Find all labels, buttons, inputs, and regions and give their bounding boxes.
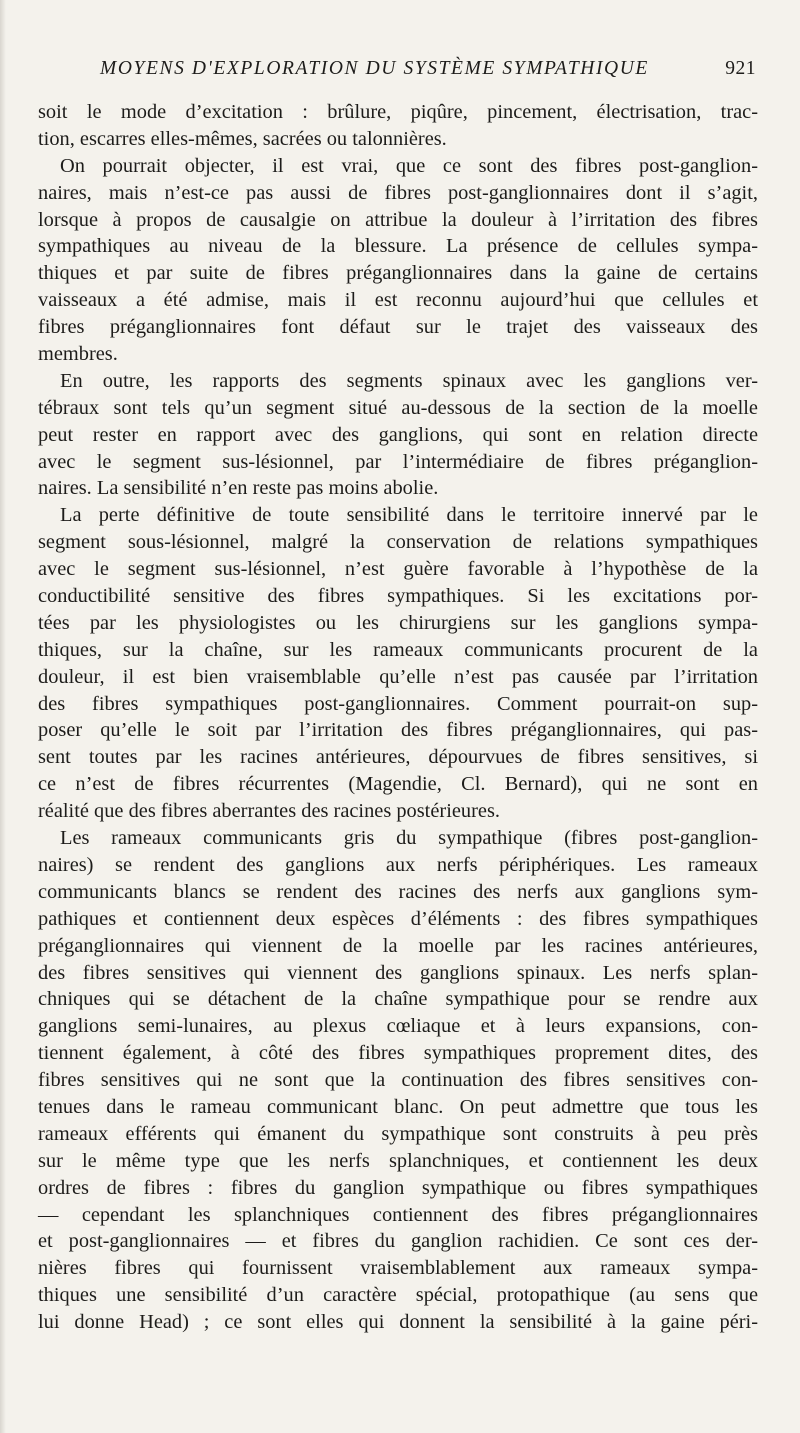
text-line: lui donne Head) ; ce sont elles qui donnent la sensibilité à la gaine péri- <box>38 1311 758 1334</box>
text-line: Les rameaux communicants gris du sympathique (fibres post-ganglion- <box>60 827 758 850</box>
text-line: et post-ganglionnaires — et fibres du ganglion rachidien. Ce sont ces der- <box>38 1230 758 1253</box>
text-line: — cependant les splanchniques contiennent des fibres préganglionnaires <box>38 1203 758 1226</box>
text-line: thiques une sensibilité d’un caractère spécial, protopathique (au sens que <box>38 1284 758 1307</box>
text-line: thiques, sur la chaîne, sur les rameaux communicants procurent de la <box>38 638 758 661</box>
page-header <box>100 58 756 86</box>
text-line: tées par les physiologistes ou les chirurgiens sur les ganglions sympa- <box>38 611 758 634</box>
text-line: ce n’est de fibres récurrentes (Magendie, Cl. Bernard), qui ne sont en <box>38 773 758 796</box>
page-number: 921 <box>725 58 756 79</box>
text-line: conductibilité sensitive des fibres sympathiques. Si les excitations por- <box>38 585 758 608</box>
text-line: soit le mode d’excitation : brûlure, piqûre, pincement, électrisation, trac- <box>38 101 758 123</box>
text-line: communicants blancs se rendent des racines des nerfs aux ganglions sym- <box>38 880 758 903</box>
text-line: rameaux efférents qui émanent du sympathique sont construits à peu près <box>38 1122 758 1145</box>
text-line: peut rester en rapport avec des ganglions, qui sont en relation directe <box>38 423 758 446</box>
text-line: avec le segment sus-lésionnel, par l’intermédiaire de fibres préganglion- <box>38 450 758 473</box>
text-line: des fibres sensitives qui viennent des ganglions spinaux. Les nerfs splan- <box>38 961 758 984</box>
text-line: sympathiques au niveau de la blessure. La présence de cellules sympa- <box>38 235 758 258</box>
text-line: réalité que des fibres aberrantes des racines postérieures. <box>38 800 500 823</box>
text-line: tébraux sont tels qu’un segment situé au-dessous de la section de la moelle <box>38 396 758 419</box>
text-line: naires. La sensibilité n’en reste pas moins abolie. <box>38 477 439 500</box>
text-line: nières fibres qui fournissent vraisemblablement aux rameaux sympa- <box>38 1257 758 1280</box>
text-line: En outre, les rapports des segments spinaux avec les ganglions ver- <box>60 369 758 392</box>
text-line: pathiques et contiennent deux espèces d’éléments : des fibres sympathiques <box>38 907 758 930</box>
text-line: des fibres sympathiques post-ganglionnaires. Comment pourrait-on sup- <box>38 692 758 715</box>
text-line: segment sous-lésionnel, malgré la conservation de relations sympathiques <box>38 531 758 554</box>
page-edge <box>0 0 6 1433</box>
text-line: ganglions semi-lunaires, au plexus cœliaque et à leurs expansions, con- <box>38 1015 758 1038</box>
text-line: sur le même type que les nerfs splanchniques, et contiennent les deux <box>38 1149 758 1172</box>
text-line: fibres sensitives qui ne sont que la continuation des fibres sensitives con- <box>38 1069 758 1092</box>
body-text <box>38 99 758 1336</box>
text-line: douleur, il est bien vraisemblable qu’elle n’est pas causée par l’irritation <box>38 665 758 688</box>
text-line: sent toutes par les racines antérieures, dépourvues de fibres sensitives, si <box>38 746 758 769</box>
text-line: tenues dans le rameau communicant blanc. On peut admettre que tous les <box>38 1095 758 1118</box>
text-line: On pourrait objecter, il est vrai, que ce sont des fibres post-ganglion- <box>60 154 758 177</box>
text-line: naires, mais n’est-ce pas aussi de fibres post-ganglionnaires dont il s’agit, <box>38 181 758 204</box>
text-line: fibres préganglionnaires font défaut sur le trajet des vaisseaux des <box>38 316 758 339</box>
text-line: chniques qui se détachent de la chaîne sympathique pour se rendre aux <box>38 988 758 1011</box>
text-line: poser qu’elle le soit par l’irritation des fibres préganglionnaires, qui pas- <box>38 719 758 742</box>
text-line: tion, escarres elles-mêmes, sacrées ou talonnières. <box>38 127 447 150</box>
text-line: tiennent également, à côté des fibres sympathiques proprement dites, des <box>38 1042 758 1065</box>
text-line: lorsque à propos de causalgie on attribue la douleur à l’irritation des fibres <box>38 208 758 231</box>
text-line: ordres de fibres : fibres du ganglion sympathique ou fibres sympathiques <box>38 1176 758 1199</box>
text-line: vaisseaux a été admise, mais il est reconnu aujourd’hui que cellules et <box>38 289 758 312</box>
text-line: naires) se rendent des ganglions aux nerfs périphériques. Les rameaux <box>38 853 758 876</box>
running-head: MOYENS D'EXPLORATION DU SYSTÈME SYMPATHIQUE <box>100 58 649 79</box>
text-line: membres. <box>38 343 118 366</box>
text-line: avec le segment sus-lésionnel, n’est guère favorable à l’hypothèse de la <box>38 558 758 581</box>
text-line: thiques et par suite de fibres préganglionnaires dans la gaine de certains <box>38 262 758 285</box>
text-line: La perte définitive de toute sensibilité dans le territoire innervé par le <box>60 504 758 527</box>
text-line: préganglionnaires qui viennent de la moelle par les racines antérieures, <box>38 934 758 957</box>
